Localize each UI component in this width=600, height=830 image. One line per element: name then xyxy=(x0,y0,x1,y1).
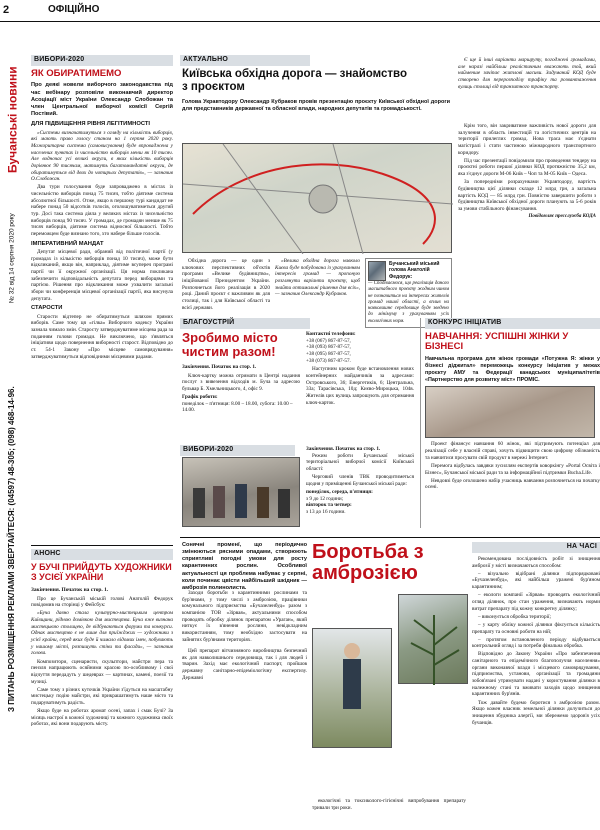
paragraph: Невдовзі буде оголошено набір учасниць навчання розпочнеться на початку осені. xyxy=(425,477,600,491)
schedule-title: Графік роботи: xyxy=(182,394,218,401)
list-item: – візуально відібрані ділянки підпорядковані «Бучазеленбуд», які найбільш уражені бур'яном карантинним; xyxy=(472,570,600,591)
paragraph: Тож давайте будемо боротися з амброзією разом. Якщо кожен власник земельної ділянки долучиться до знищення збудника алергії, ми збережемо здоров'я усіх бучанців. xyxy=(472,699,600,726)
paragraph: Композитори, сценаристи, скульптори, майстри пера та пензля напрацюють осяйними красою по-особливому і свої відчуття передадуть у шедеврах — картинах, каменi, поезії та музиці. xyxy=(31,658,173,685)
feature-col3b xyxy=(458,123,596,220)
section-label: ВИБОРИ-2020 xyxy=(31,55,173,66)
paragraph: Два тури голосування буде запроваджено в містах із чисельністю виборців понад 75 тисяч, тобто діятиме система абсолютної більшості. Отже, якщо в першому турі кандидат не набере понад 50 відсотків голосів, оголошуватиметься другий тур. Досі така система діяла у великих містах із чисельністю виборців понад 90 тисяч. У громадах, де громадян менше як 75 тисяч виборців, діятиме система відносної більшості. Тобто переможцем буде визнано того, хто набере більше голосів. xyxy=(31,184,173,237)
subheading: ДЛЯ ПІДВИЩЕННЯ РІВНЯ ЛЕГІТИМНОСТІ xyxy=(31,121,151,128)
paragraph: Наступним кроком буде встановлення нових контейнерних майданчиків за адресами: Островського, 36; Енергетиків, 6; Центральна, 33а; Тарасівська, 10д; Києво-Мироцька, 104в. Жителів цих вулиць запрошують для отримання ключ-карток. xyxy=(306,366,414,406)
feature-col1 xyxy=(182,258,270,313)
list-item: – протягом встановленого періоду відбувається контрольний огляд і за потреби фінальна обробка. xyxy=(472,636,600,650)
phone-line[interactable]: +38 (095) 867-87-57, xyxy=(306,350,351,357)
continuation-note: Закінчення. Початок на стор. 1. xyxy=(31,586,109,593)
paragraph: Ключ-картку можна отримати в Центрі надання послуг з вивезення відходів м. Буча за адресою бульвар Б. Хмельницького, 4, офіс 9. xyxy=(182,372,300,392)
ambrosia-article xyxy=(180,537,600,830)
women-photo xyxy=(425,386,595,438)
page-rubric: ОФІЦІЙНО xyxy=(48,4,100,15)
paragraph: «Системи визначатимуться з огляду на кількість виборців, які мають право голосу станом на 1 серпня 2020 року. Мажоритарна система (самовисування) буде впроваджена у населених пунктах із чисельністю виборців менш як 10 тисяч. Але водночас усі великі округи, в яких кількість виборців дорівнює 90 тисячам, матимуть багатомандатні округи, де обиратимуться від двох до чотирьох депутатів», — зазначив О.Слобожан. xyxy=(31,129,173,183)
feature-col3 xyxy=(458,57,596,92)
ambrosia-col2 xyxy=(182,648,307,683)
spine-issue: № 32 від 14 серпня 2020 року xyxy=(8,213,16,304)
phone-line[interactable]: +38 (067) 867-87-57, xyxy=(306,337,351,344)
article-lead: Навчальна програма для жінок громади «Потужна Я: жінки у бізнесі діджитал» переможець конкурсу ініціатив у межах проєкту АМУ та Федерації канадських муніципалітетів «Партнерство для розвитку міст» ПРОМІС. xyxy=(425,355,600,383)
schedule-days: понеділок, середа, п'ятниця: xyxy=(306,488,373,495)
worker-photo xyxy=(312,628,392,748)
feature-lead: Голова Укравтодору Олександр Кубраков провів презентацію проєкту Київської обхідної дороги для представників державної та обласної влади, народних депутатів та громадськості. xyxy=(182,99,450,113)
section-label: НА ЧАСІ xyxy=(472,542,600,553)
left-announce-article xyxy=(31,545,173,730)
phones-title: Контактні телефони: xyxy=(306,331,356,337)
paragraph: Режим роботи Бучанської міської територіальної виборчої комісії Київської області: xyxy=(306,452,414,472)
contest-article xyxy=(420,318,600,528)
article-lead: Про деякі новели виборчого законодавства під час вебінару розповіли виконавчий директор Асоціації міст України Олександр Слобожан та член Центральної виборчої комісії Сергій Постівий. xyxy=(31,82,173,118)
paragraph: Під час презентації повідомили про проведення тендеру на проєктні роботи першої ділянки КОД протяжністю 35,2 км, яка з'єднує дороги М-06 Київ – Чоп та М-05 Київ – Одеса. xyxy=(458,157,596,178)
feature-headline: Київська обхідна дорога — знайомство з проєктом xyxy=(182,68,407,94)
page-number: 2 xyxy=(3,4,10,16)
subheading: ІМПЕРАТИВНИЙ МАНДАТ xyxy=(31,240,104,247)
section-label: БЛАГОУСТРІЙ xyxy=(180,318,310,329)
paragraph: Саме тому з різних куточків України з'їдуться на масштабну мистецьку подію майстри, які прикрашатимуть наше місто та подаруватимуть радість. xyxy=(31,686,173,706)
section-label: АНОНС xyxy=(31,549,173,560)
spine-contacts: З ПИТАНЬ РОЗМІЩЕННЯ РЕКЛАМИ ЗВЕРТАЙТЕСЯ: (04597) 48-305; (098) 468-14-96. xyxy=(6,386,16,712)
schedule-hours: з 9 до 12 години; xyxy=(306,495,344,502)
ambrosia-col2b xyxy=(312,798,466,813)
ambrosia-lead: Сонячні променї, що періодично змінюються рясними опадами, створюють сприятливі погодні умови для росту карантинних рослин. Особливої актуальності ця проблема набуває у серпні, коли починає цвісти найбільший шкідник — амброзія полинолиста. xyxy=(182,542,307,591)
election-commission-article xyxy=(180,445,415,533)
paragraph: Черговий членів ТВК проводитиметься щодня у приміщенні Бучанської міської ради: xyxy=(306,474,414,487)
paragraph: Проект фінансує навчання 60 жінок, які підтримують потенціал для реалізації себе у власній справі, хочуть підвищити свою цифрову обізнаність та навчитися просувати свій продукт в мережі Інтернет. xyxy=(425,441,600,461)
left-elections-article xyxy=(31,55,173,362)
list-item: – екологи компанії «Зірвая» проводять екологічний огляд ділянок, про стан ураження, визначають норми витрат препарату під кожну конкретну ділянку; xyxy=(472,592,600,612)
subheading: СТАРОСТИ xyxy=(31,305,63,312)
paragraph: екологічні та токсиколого-гігієнічні випробування препарату тривали три роки. xyxy=(312,798,466,811)
section-label: КОНКУРС ІНІЦІАТИВ xyxy=(425,318,600,329)
paragraph: Про це Бучанській міській голові Анатолій Федорук повідомив на сторінці у Фейсбук: xyxy=(31,595,173,609)
road-map-image xyxy=(182,143,452,253)
ambrosia-headline: Боротьба з амброзією xyxy=(312,541,424,584)
paragraph: За попередніми розрахунками Укравтодору, вартість будівництва цієї ділянки складе 12 млрд грн, а загальна вартість КОД — 85 млрд грн. Повністю завершити роботи з будівництва Київської обхідної дороги планують за 5-6 років за умови стабільного фінансування. xyxy=(458,179,596,212)
paragraph: Є ще й інші варіанти маршруту, погоджені громадами, але наразі найбільш реалістичним вважають той, який найменше зачіпає житлові масиви. Задуманий КОД буде створено для перерозподілу трафіку та розвантаження вулиць столиці від транзитного транспорту. xyxy=(458,57,596,90)
list-item: – виконується обробка території; xyxy=(478,613,551,620)
schedule-text: понеділок – п'ятниця: 8.00 – 18.00, субота: 10.00 – 14.00. xyxy=(182,400,293,414)
section-label: АКТУАЛЬНО xyxy=(180,55,310,66)
paragraph: Перемога відбулась завдяки зусиллям експертів коворкінгу «Portal Освіта і Бізнес», Бучанської міської ради та за інформаційної підтримки Bucha.Life. xyxy=(425,462,600,476)
ambrosia-col1 xyxy=(182,590,307,645)
paragraph: Рекомендована послідовність робіт зі знищення амброзії у місті визначаються способом: xyxy=(472,555,600,569)
cleanup-col2 xyxy=(306,331,414,408)
paragraph: Відповідно до Закону України «Про забезпечення санітарного та епідемічного благополуччя населення» органи виконавчої влади і місцевого самоврядування, підприємства, установи, організації та громадяни зобов'язані утримувати надані у користування ділянки в належному стані та вживати заходів щодо знищення карантинних бур'янів. xyxy=(472,651,600,698)
quote-author: Бучанський міський голова Анатолій Федорук: xyxy=(389,261,440,280)
quote-text: — Сподіваємося, що реалізація даного масштабного проєкту жодним чином не позначиться на інтересах жителів громад нашої області, а вплив на навколишнє середовище буде зведено до мінімуму з урахуванням усіх екологічних норм. xyxy=(368,281,449,324)
paragraph: Цей препарат вітчизняного виробництва безпечний як для навколишнього середовища, так і для людей і тварин. Захід має екологічний паспорт, пройшов державну санітарно-епідеміологічну експертизу. Державні xyxy=(182,648,307,681)
list-item: – у карту обліку кожної ділянки фіксується кількість препарату та основні роботи на ній; xyxy=(472,621,600,635)
schedule-days: вівторок та четвер: xyxy=(306,502,352,509)
article-headline: У БУЧІ ПРИЙДУТЬ ХУДОЖНИКИ З УСІЄЇ УКРАЇНИ xyxy=(31,561,172,582)
cleanup-col1 xyxy=(182,364,300,414)
commission-text xyxy=(306,446,414,516)
paragraph: Старости відтепер не обиратимуться шляхом прямих виборів. Саме тому ця «гілка» Виборчого кодексу України зазнала чимало змін. Старосту затверджуватиме місцева рада за поданням голови громади. Не виключено, що з'являться ініціативи щодо повернення виборності старост. Відповідно до ст. 54-1 Закону «Про місцеве самоврядування» затверджуватимуться відповідними місцевими радами. xyxy=(31,313,173,360)
continuation-note: Закінчення. Початок на стор. 1. xyxy=(182,364,257,370)
phone-line[interactable]: +38 (073) 867-87-57. xyxy=(306,357,351,364)
na-chasi-box xyxy=(472,542,600,728)
section-label: ВИБОРИ-2020 xyxy=(180,445,295,456)
paragraph: «Буча давно стала культурно-мистецьким центром Київщини, рідною домівкою для мистецтва. Буча вже визнана мистецькою столицею, де відбуваються форуми та конкурси. Однак мистецтво є не лише для приїжджих — художники з усієї країни, серед яких буде й чимало відомих імен, побувають у нашому місті, розпишуть стіни та фасади», — зазначив голова. xyxy=(31,610,173,657)
page-header xyxy=(0,0,600,22)
paragraph: «Велика обхідна дорога навколо Києва буде побудована із урахуванням інтересів громад — пропоную розглянути варіанти проєкту, щоб знайти оптимальні рішення для всіх», — зазначив Олександр Кубраков. xyxy=(275,258,360,298)
continuation-note: Закінчення. Початок на стор. 1. xyxy=(306,446,381,452)
paragraph: Обхідна дорога — це один з ключових перспективних об'єктів програми «Велике будівництво», ініційованої Президентом України. Розпочнеться його реалізація в 2020 році. Даний проєкт є важливим як для столиці, так і для Київської області та всієї держави. xyxy=(182,258,270,311)
spine xyxy=(0,24,24,830)
paragraph: Крім того, він закриватиме важливість нової дороги для залучення в область інвестицій та логістичних центрів на території прилеглих громад. Нова траса має з'єднати магістралі і стати частиною міжнародного транспортного коридору. xyxy=(458,123,596,156)
article-headline: НАВЧАННЯ: УСПІШНІ ЖІНКИ У БІЗНЕСІ xyxy=(425,330,569,353)
cleanup-article xyxy=(180,318,415,448)
ambrosia-photo xyxy=(398,594,468,684)
schedule-hours: з 13 до 16 години. xyxy=(306,508,346,515)
feature-col2 xyxy=(275,258,360,299)
paragraph: Депутат місцевої ради, обраний від політичної партії (у громадах із кількістю виборців понад 10 тисяч), може бути відкликаний, якщо він, наприклад, діятиме всупереч програмі партії чи її окружної організації. Ця норма покликана забезпечити відповідальність депутата перед виборцями та партією. Рішення про відкликання може ухвалити загальні збори чи конференція місцевої організації партії, яка висунула депутата. xyxy=(31,248,173,302)
spine-brand: Бучанські новини xyxy=(5,66,20,174)
phone-line[interactable]: +38 (093) 867-87-57, xyxy=(306,344,351,351)
article-headline: ЯК ОБИРАТИМЕМО xyxy=(31,67,122,79)
credit-line: Повідомляє пресслужба КОДА xyxy=(528,214,596,220)
paragraph: Якщо буде на роботах аромат осені, запах і смак Бучі? За місяць настрої в кожної художниці та кожного художника своїх роботах, які вони подарують місту. xyxy=(31,708,173,728)
avatar xyxy=(368,261,386,281)
commission-photo xyxy=(182,457,300,527)
article-headline: Зробимо місто чистим разом! xyxy=(182,330,278,359)
paragraph: Заходи боротьби з карантинними рослинами та бур'янами, у тому числі з амброзією, працівники комунального підприємства «Бучазеленбуд» разом з компанією ТОВ «Зірвая», актуальними способом проводять обробку ділянок препаратом «Ураган», який ниткує їх в'янення рослини, невідкладним використанням, тому необхідно застосувати на зайнятих бур'янами територіях. xyxy=(182,590,307,643)
